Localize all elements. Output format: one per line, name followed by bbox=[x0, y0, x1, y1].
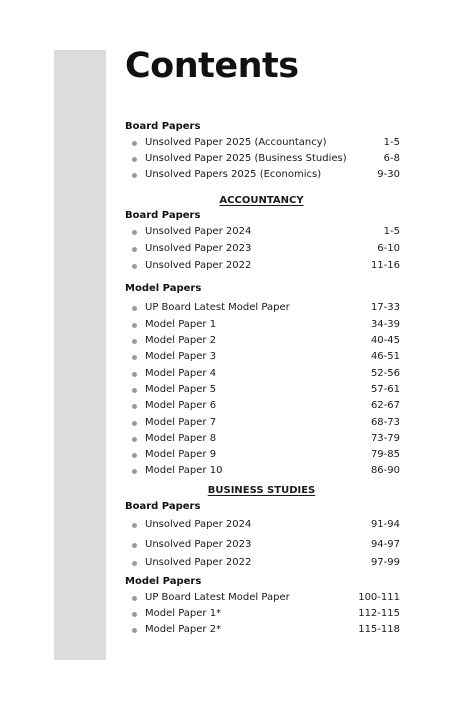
bullet-icon bbox=[132, 523, 137, 528]
section-title-business-studies bbox=[125, 484, 398, 498]
entry-pages: 17-33 bbox=[370, 302, 400, 313]
entry-pages: 9-30 bbox=[377, 169, 400, 180]
entry-label: Model Paper 1* bbox=[145, 608, 222, 619]
entry-pages: 34-39 bbox=[370, 319, 400, 330]
entry-pages: 97-99 bbox=[370, 557, 400, 568]
entry-pages: 62-67 bbox=[370, 400, 400, 411]
entry-pages: 1-5 bbox=[383, 137, 400, 148]
toc-entry[interactable] bbox=[132, 301, 400, 315]
entry-label: Model Paper 2* bbox=[145, 624, 222, 635]
toc-entry[interactable] bbox=[132, 152, 400, 166]
entry-pages: 40-45 bbox=[370, 335, 400, 346]
entry-pages: 112-115 bbox=[358, 608, 400, 619]
toc-entry[interactable] bbox=[132, 168, 400, 182]
entry-label: Model Paper 4 bbox=[145, 368, 217, 379]
entry-pages: 11-16 bbox=[370, 260, 400, 271]
toc-entry[interactable] bbox=[132, 538, 400, 552]
toc-entry[interactable] bbox=[132, 318, 400, 332]
entry-label: Unsolved Paper 2022 bbox=[145, 557, 252, 568]
toc-entry[interactable] bbox=[132, 399, 400, 413]
bullet-icon bbox=[132, 469, 137, 474]
entry-label: Model Paper 3 bbox=[145, 351, 217, 362]
toc-entry[interactable] bbox=[132, 367, 400, 381]
entry-pages: 46-51 bbox=[370, 351, 400, 362]
bullet-icon bbox=[132, 355, 137, 360]
entry-label: Model Paper 2 bbox=[145, 335, 217, 346]
accountancy-board-heading: Board Papers bbox=[125, 210, 201, 221]
entry-label: Model Paper 7 bbox=[145, 417, 217, 428]
entry-label: Model Paper 9 bbox=[145, 449, 217, 460]
bullet-icon bbox=[132, 628, 137, 633]
entry-pages: 6-8 bbox=[383, 153, 400, 164]
toc-entry[interactable] bbox=[132, 242, 400, 256]
entry-label: Unsolved Paper 2025 (Accountancy) bbox=[145, 137, 327, 148]
toc-entry[interactable] bbox=[132, 607, 400, 621]
section-title-accountancy bbox=[125, 194, 398, 208]
entry-label: Unsolved Paper 2023 bbox=[145, 243, 252, 254]
bullet-icon bbox=[132, 323, 137, 328]
toc-entry[interactable] bbox=[132, 591, 400, 605]
side-strip bbox=[54, 50, 106, 660]
entry-label: Model Paper 5 bbox=[145, 384, 217, 395]
entry-label: Unsolved Paper 2025 (Business Studies) bbox=[145, 153, 347, 164]
accountancy-model-heading: Model Papers bbox=[125, 283, 202, 294]
entry-pages: 94-97 bbox=[370, 539, 400, 550]
toc-entry[interactable] bbox=[132, 416, 400, 430]
entry-pages: 115-118 bbox=[358, 624, 400, 635]
bullet-icon bbox=[132, 230, 137, 235]
toc-entry[interactable] bbox=[132, 464, 400, 478]
bullet-icon bbox=[132, 612, 137, 617]
entry-label: Unsolved Paper 2024 bbox=[145, 226, 252, 237]
entry-label: Unsolved Paper 2022 bbox=[145, 260, 252, 271]
entry-label: Unsolved Papers 2025 (Economics) bbox=[145, 169, 322, 180]
entry-pages: 68-73 bbox=[370, 417, 400, 428]
bullet-icon bbox=[132, 453, 137, 458]
toc-entry[interactable] bbox=[132, 136, 400, 150]
section-title-text: BUSINESS STUDIES bbox=[207, 485, 316, 496]
toc-entry[interactable] bbox=[132, 225, 400, 239]
intro-board-heading: Board Papers bbox=[125, 121, 201, 132]
entry-label: UP Board Latest Model Paper bbox=[145, 302, 290, 313]
toc-entry[interactable] bbox=[132, 518, 400, 532]
bullet-icon bbox=[132, 372, 137, 377]
business-model-heading: Model Papers bbox=[125, 576, 202, 587]
bullet-icon bbox=[132, 388, 137, 393]
toc-entry[interactable] bbox=[132, 623, 400, 637]
page-title: Contents bbox=[125, 46, 299, 86]
entry-pages: 57-61 bbox=[370, 384, 400, 395]
section-title-text: ACCOUNTANCY bbox=[219, 195, 304, 206]
toc-entry[interactable] bbox=[132, 556, 400, 570]
entry-pages: 6-10 bbox=[377, 243, 400, 254]
entry-pages: 1-5 bbox=[383, 226, 400, 237]
entry-label: Unsolved Paper 2024 bbox=[145, 519, 252, 530]
bullet-icon bbox=[132, 421, 137, 426]
toc-entry[interactable] bbox=[132, 448, 400, 462]
entry-label: Unsolved Paper 2023 bbox=[145, 539, 252, 550]
entry-label: Model Paper 8 bbox=[145, 433, 217, 444]
toc-entry[interactable] bbox=[132, 432, 400, 446]
entry-pages: 73-79 bbox=[370, 433, 400, 444]
entry-label: Model Paper 10 bbox=[145, 465, 223, 476]
entry-label: UP Board Latest Model Paper bbox=[145, 592, 290, 603]
entry-pages: 86-90 bbox=[370, 465, 400, 476]
bullet-icon bbox=[132, 264, 137, 269]
entry-label: Model Paper 1 bbox=[145, 319, 217, 330]
bullet-icon bbox=[132, 543, 137, 548]
toc-entry[interactable] bbox=[132, 350, 400, 364]
toc-entry[interactable] bbox=[132, 334, 400, 348]
bullet-icon bbox=[132, 339, 137, 344]
bullet-icon bbox=[132, 404, 137, 409]
bullet-icon bbox=[132, 157, 137, 162]
business-board-heading: Board Papers bbox=[125, 501, 201, 512]
bullet-icon bbox=[132, 173, 137, 178]
entry-label: Model Paper 6 bbox=[145, 400, 217, 411]
bullet-icon bbox=[132, 247, 137, 252]
bullet-icon bbox=[132, 561, 137, 566]
bullet-icon bbox=[132, 306, 137, 311]
toc-entry[interactable] bbox=[132, 259, 400, 273]
entry-pages: 91-94 bbox=[370, 519, 400, 530]
bullet-icon bbox=[132, 141, 137, 146]
entry-pages: 52-56 bbox=[370, 368, 400, 379]
toc-entry[interactable] bbox=[132, 383, 400, 397]
bullet-icon bbox=[132, 596, 137, 601]
bullet-icon bbox=[132, 437, 137, 442]
entry-pages: 100-111 bbox=[358, 592, 400, 603]
entry-pages: 79-85 bbox=[370, 449, 400, 460]
